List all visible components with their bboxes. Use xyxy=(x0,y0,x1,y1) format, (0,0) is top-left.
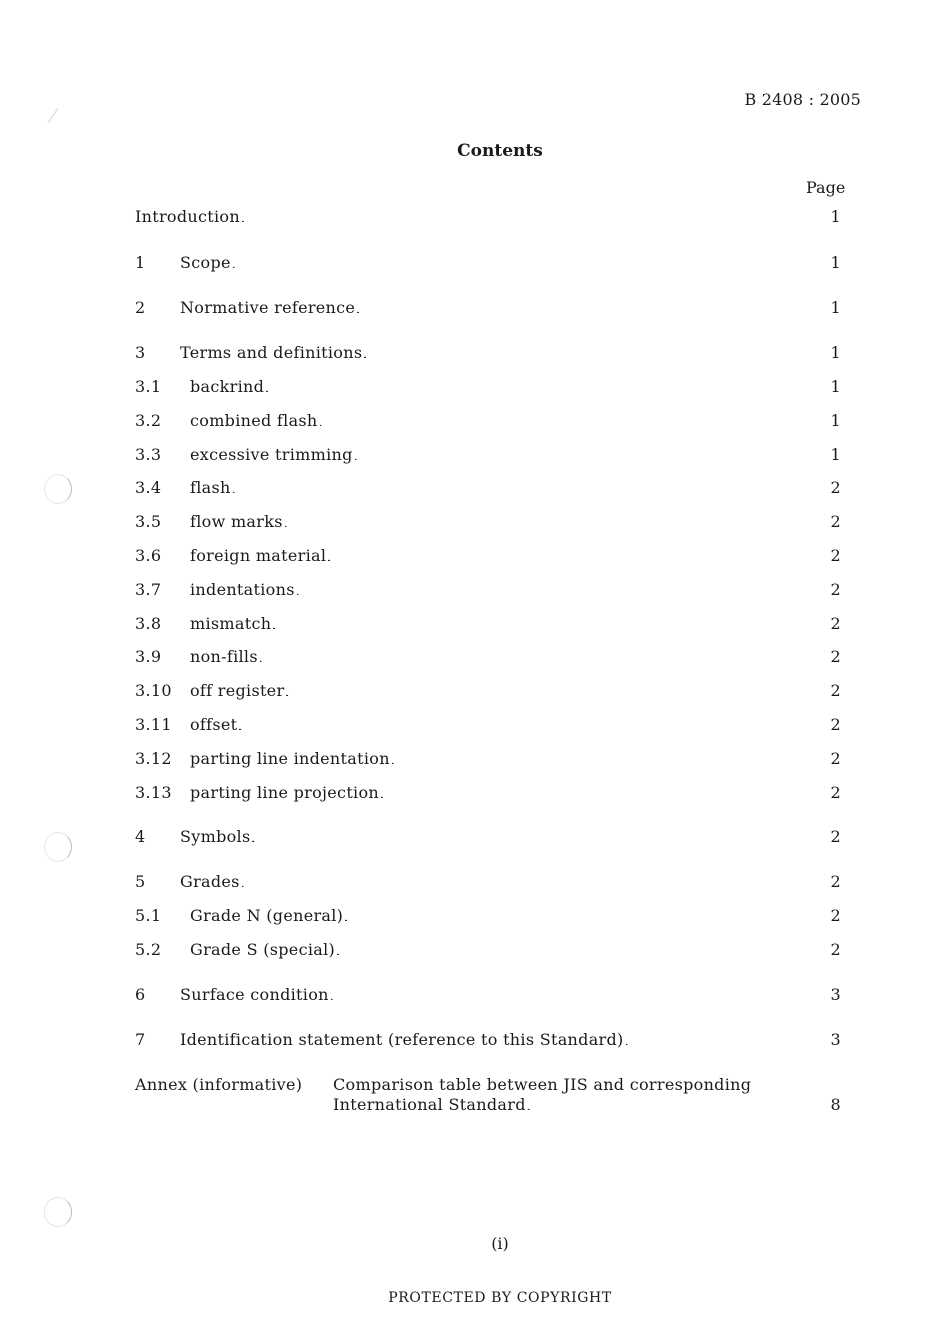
toc-entry-title: Grade S (special) xyxy=(190,940,336,959)
scan-mark xyxy=(47,108,58,123)
toc-entry[interactable] xyxy=(135,614,841,636)
dot-leader xyxy=(345,906,801,925)
document-number: B 2408 : 2005 xyxy=(744,90,861,109)
toc-entry-title: Surface condition xyxy=(180,985,329,1004)
toc-entry-number: 1 xyxy=(135,253,146,272)
page-number: (i) xyxy=(491,1234,509,1253)
toc-entry-number: 3.3 xyxy=(135,445,162,464)
dot-leader xyxy=(297,580,801,599)
dot-leader xyxy=(233,478,801,497)
dot-leader xyxy=(285,512,801,531)
dot-leader xyxy=(328,546,801,565)
toc-entry-number: 3.8 xyxy=(135,614,162,633)
toc-entry-number: 3.6 xyxy=(135,546,162,565)
toc-entry-title: non-fills xyxy=(190,647,258,666)
toc-entry[interactable] xyxy=(135,546,841,568)
punch-hole-mark xyxy=(44,832,72,862)
toc-entry-page: 3 xyxy=(830,985,841,1004)
toc-entry-page: 1 xyxy=(830,207,841,226)
toc-entry[interactable] xyxy=(135,253,841,275)
toc-entry[interactable] xyxy=(135,377,841,399)
dot-leader xyxy=(266,377,801,396)
toc-entry[interactable] xyxy=(135,445,841,467)
toc-entry-title: Terms and definitions xyxy=(180,343,363,362)
dot-leader xyxy=(286,681,801,700)
toc-entry-title: off register xyxy=(190,681,285,700)
toc-entry-title: backrind xyxy=(190,377,265,396)
toc-entry-title: Scope xyxy=(180,253,231,272)
dot-leader xyxy=(528,1095,801,1114)
toc-entry-title: indentations xyxy=(190,580,295,599)
toc-entry[interactable] xyxy=(135,715,841,737)
toc-entry-number: 5 xyxy=(135,872,146,891)
toc-entry[interactable] xyxy=(135,906,841,928)
toc-entry-title: Normative reference xyxy=(180,298,356,317)
toc-entry-title: flow marks xyxy=(190,512,283,531)
toc-entry-title: excessive trimming xyxy=(190,445,353,464)
annex-title-line-2: International Standard xyxy=(333,1095,526,1114)
toc-entry-title: foreign material xyxy=(190,546,327,565)
toc-entry-page: 2 xyxy=(830,580,841,599)
toc-entry-page: 2 xyxy=(830,906,841,925)
toc-entry-page: 1 xyxy=(830,377,841,396)
toc-entry[interactable] xyxy=(135,298,841,320)
toc-entry-title: mismatch xyxy=(190,614,272,633)
toc-entry-number: 6 xyxy=(135,985,146,1004)
dot-leader xyxy=(260,647,801,666)
dot-leader xyxy=(242,207,801,226)
dot-leader xyxy=(364,343,801,362)
toc-entry-title: Symbols xyxy=(180,827,251,846)
toc-entry[interactable] xyxy=(135,681,841,703)
toc-entry-introduction[interactable] xyxy=(135,207,841,229)
dot-leader xyxy=(331,985,801,1004)
dot-leader xyxy=(273,614,801,633)
toc-entry[interactable] xyxy=(135,872,841,894)
toc-entry-annex[interactable] xyxy=(135,1075,841,1121)
toc-entry-number: 3.11 xyxy=(135,715,172,734)
dot-leader xyxy=(357,298,801,317)
toc-entry-page: 1 xyxy=(830,343,841,362)
toc-entry[interactable] xyxy=(135,580,841,602)
toc-entry-number: 3.12 xyxy=(135,749,172,768)
copyright-notice: PROTECTED BY COPYRIGHT xyxy=(388,1290,612,1306)
toc-entry-number: 3.7 xyxy=(135,580,162,599)
toc-entry-number: 3 xyxy=(135,343,146,362)
toc-entry-title: Introduction xyxy=(135,207,240,226)
toc-entry-page: 2 xyxy=(830,681,841,700)
toc-entry[interactable] xyxy=(135,512,841,534)
toc-entry-number: 2 xyxy=(135,298,146,317)
toc-entry-number: 3.9 xyxy=(135,647,162,666)
toc-entry-page: 2 xyxy=(830,749,841,768)
page-column-heading: Page xyxy=(806,178,846,197)
toc-entry-page: 2 xyxy=(830,827,841,846)
toc-entry-number: 5.2 xyxy=(135,940,162,959)
punch-hole-mark xyxy=(44,1197,72,1227)
punch-hole-mark xyxy=(44,474,72,504)
annex-label: Annex (informative) xyxy=(135,1075,303,1094)
toc-entry-page: 2 xyxy=(830,715,841,734)
dot-leader xyxy=(242,872,801,891)
dot-leader xyxy=(355,445,801,464)
annex-title-line-1: Comparison table between JIS and corresponding xyxy=(333,1075,752,1094)
toc-entry-number: 3.5 xyxy=(135,512,162,531)
toc-entry-title: offset xyxy=(190,715,238,734)
toc-entry-page: 2 xyxy=(830,647,841,666)
toc-entry-page: 2 xyxy=(830,512,841,531)
dot-leader xyxy=(320,411,801,430)
toc-entry-page: 2 xyxy=(830,940,841,959)
toc-entry-page: 2 xyxy=(830,614,841,633)
toc-entry[interactable] xyxy=(135,647,841,669)
toc-entry-number: 3.10 xyxy=(135,681,172,700)
toc-entry[interactable] xyxy=(135,985,841,1007)
dot-leader xyxy=(626,1030,801,1049)
toc-entry-page: 1 xyxy=(830,411,841,430)
toc-entry-page: 1 xyxy=(830,253,841,272)
toc-entry[interactable] xyxy=(135,940,841,962)
toc-entry[interactable] xyxy=(135,749,841,771)
toc-entry-page: 1 xyxy=(830,298,841,317)
toc-entry-number: 7 xyxy=(135,1030,146,1049)
toc-entry-title: Identification statement (reference to this Standard) xyxy=(180,1030,624,1049)
dot-leader xyxy=(381,783,801,802)
toc-entry-number: 5.1 xyxy=(135,906,162,925)
toc-entry-number: 3.2 xyxy=(135,411,162,430)
toc-entry[interactable] xyxy=(135,1030,841,1052)
toc-entry-title: parting line indentation xyxy=(190,749,390,768)
toc-entry-title: combined flash xyxy=(190,411,318,430)
dot-leader xyxy=(337,940,801,959)
toc-entry-number: 3.13 xyxy=(135,783,172,802)
toc-entry-title: flash xyxy=(190,478,231,497)
toc-entry-page: 2 xyxy=(830,546,841,565)
toc-entry-page: 2 xyxy=(830,872,841,891)
dot-leader xyxy=(233,253,801,272)
toc-entry-page: 3 xyxy=(830,1030,841,1049)
toc-entry-page: 2 xyxy=(830,783,841,802)
page-title: Contents xyxy=(457,141,543,161)
toc-entry-number: 3.1 xyxy=(135,377,162,396)
toc-entry-title: Grade N (general) xyxy=(190,906,344,925)
dot-leader xyxy=(239,715,801,734)
toc-entry-page: 2 xyxy=(830,478,841,497)
toc-entry[interactable] xyxy=(135,411,841,433)
toc-entry-number: 3.4 xyxy=(135,478,162,497)
toc-entry[interactable] xyxy=(135,827,841,849)
toc-entry-title: parting line projection xyxy=(190,783,380,802)
toc-entry-number: 4 xyxy=(135,827,146,846)
toc-entry[interactable] xyxy=(135,478,841,500)
toc-entry-title: Grades xyxy=(180,872,240,891)
toc-entry-page: 8 xyxy=(830,1095,841,1114)
dot-leader xyxy=(392,749,801,768)
toc-entry[interactable] xyxy=(135,783,841,805)
toc-entry-page: 1 xyxy=(830,445,841,464)
toc-entry[interactable] xyxy=(135,343,841,365)
dot-leader xyxy=(252,827,801,846)
